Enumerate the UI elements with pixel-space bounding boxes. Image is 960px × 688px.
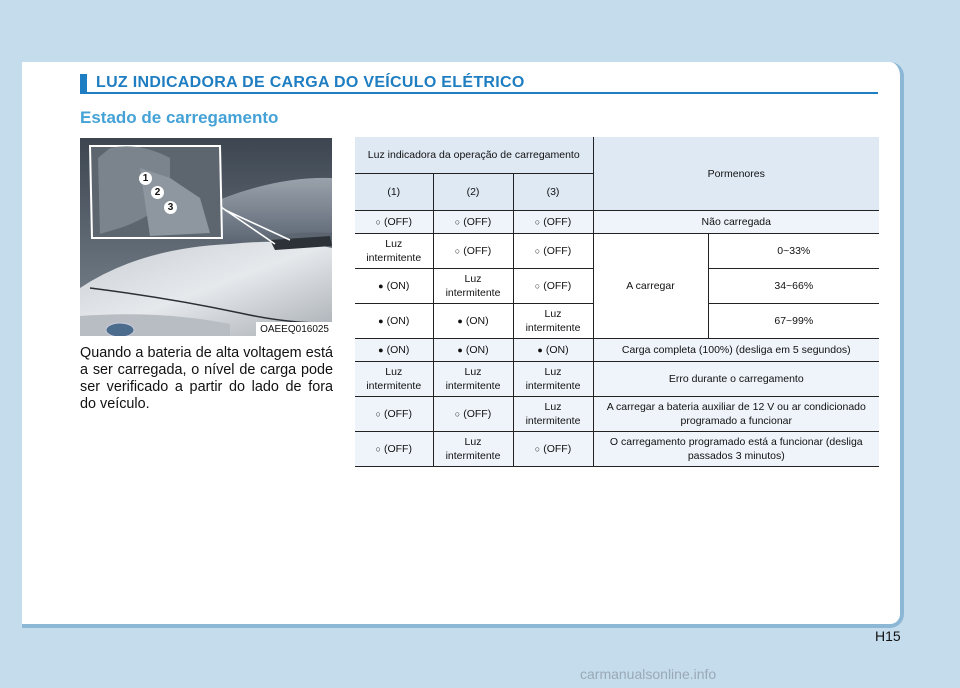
- r1-detail: Não carregada: [593, 211, 879, 234]
- header-col2: (2): [433, 174, 513, 211]
- circle-outline-icon: ○: [375, 409, 381, 419]
- header-col3: (3): [513, 174, 593, 211]
- circle-filled-icon: ●: [378, 281, 384, 291]
- circle-outline-icon: ○: [534, 217, 541, 227]
- state-label: (OFF): [543, 280, 572, 292]
- circle-filled-icon: ●: [378, 345, 384, 355]
- indicator-table: [355, 137, 879, 467]
- state-label: (ON): [386, 280, 410, 292]
- circle-filled-icon: ●: [457, 345, 463, 355]
- r3-c2: Luz intermitente: [433, 269, 513, 304]
- callout-1: 1: [139, 172, 152, 185]
- state-label: (OFF): [383, 408, 412, 420]
- header-col1: (1): [355, 174, 433, 211]
- r2-c1: Luz intermitente: [355, 234, 433, 269]
- circle-outline-icon: ○: [534, 246, 541, 256]
- subtitle: Estado de carregamento: [80, 108, 279, 127]
- r4-c3: Luz intermitente: [513, 304, 593, 339]
- r4-c2: [433, 304, 513, 339]
- r8-c2: Luz intermitente: [433, 432, 513, 467]
- circle-outline-icon: ○: [534, 444, 541, 454]
- watermark: carmanualsonline.info: [580, 666, 717, 682]
- r3-c3: [513, 269, 593, 304]
- r6-c3: Luz intermitente: [513, 362, 593, 397]
- header-details: Pormenores: [593, 137, 879, 211]
- circle-outline-icon: ○: [375, 444, 381, 454]
- r5-detail: Carga completa (100%) (desliga em 5 segundos): [593, 339, 879, 362]
- callout-2: 2: [151, 186, 164, 199]
- r2-pct: 0~33%: [708, 234, 879, 269]
- circle-filled-icon: ●: [537, 345, 543, 355]
- car-illustration-svg: [80, 138, 332, 336]
- r8-c1: [355, 432, 433, 467]
- state-label: (OFF): [463, 408, 492, 420]
- figure-code: OAEEQ016025: [256, 322, 332, 336]
- r7-c2: [433, 397, 513, 432]
- r1-c1: [355, 211, 433, 234]
- charging-label: A carregar: [593, 234, 708, 339]
- r4-c1: [355, 304, 433, 339]
- r6-c1: Luz intermitente: [355, 362, 433, 397]
- circle-filled-icon: ●: [457, 316, 463, 326]
- circle-outline-icon: ○: [375, 217, 381, 227]
- circle-filled-icon: ●: [378, 316, 384, 326]
- circle-outline-icon: ○: [454, 246, 461, 256]
- state-label: (OFF): [543, 216, 572, 228]
- title-accent: [80, 74, 87, 92]
- page-title: LUZ INDICADORA DE CARGA DO VEÍCULO ELÉTRICO: [96, 74, 525, 91]
- r1-c2: [433, 211, 513, 234]
- circle-outline-icon: ○: [534, 281, 541, 291]
- r1-c3: [513, 211, 593, 234]
- r5-c3: [513, 339, 593, 362]
- state-label: (ON): [386, 344, 410, 356]
- r7-c1: [355, 397, 433, 432]
- state-label: (OFF): [543, 245, 572, 257]
- circle-outline-icon: ○: [454, 217, 461, 227]
- state-label: (OFF): [463, 245, 492, 257]
- r7-detail: A carregar a bateria auxiliar de 12 V ou ar condicionado programado a funcionar: [593, 397, 879, 432]
- page-number: H15: [875, 628, 901, 644]
- r2-c3: [513, 234, 593, 269]
- state-label: (OFF): [543, 443, 572, 455]
- circle-outline-icon: ○: [454, 409, 461, 419]
- state-label: (OFF): [383, 216, 412, 228]
- header-group: Luz indicadora da operação de carregamento: [355, 137, 593, 174]
- state-label: (OFF): [463, 216, 492, 228]
- r3-c1: [355, 269, 433, 304]
- callout-3: 3: [164, 201, 177, 214]
- r8-detail: O carregamento programado está a funcionar (desliga passados 3 minutos): [593, 432, 879, 467]
- section-title-bar: [80, 74, 878, 94]
- state-label: (ON): [465, 344, 489, 356]
- r5-c1: [355, 339, 433, 362]
- r6-c2: Luz intermitente: [433, 362, 513, 397]
- r2-c2: [433, 234, 513, 269]
- r6-detail: Erro durante o carregamento: [593, 362, 879, 397]
- state-label: (ON): [545, 344, 569, 356]
- r7-c3: Luz intermitente: [513, 397, 593, 432]
- r8-c3: [513, 432, 593, 467]
- state-label: (OFF): [383, 443, 412, 455]
- r3-pct: 34~66%: [708, 269, 879, 304]
- car-illustration: [80, 138, 332, 336]
- state-label: (ON): [465, 315, 489, 327]
- body-paragraph: Quando a bateria de alta voltagem está a ser carregada, o nível de carga pode ser verificado a partir do lado de fora do veículo.: [80, 345, 333, 412]
- r5-c2: [433, 339, 513, 362]
- r4-pct: 67~99%: [708, 304, 879, 339]
- state-label: (ON): [386, 315, 410, 327]
